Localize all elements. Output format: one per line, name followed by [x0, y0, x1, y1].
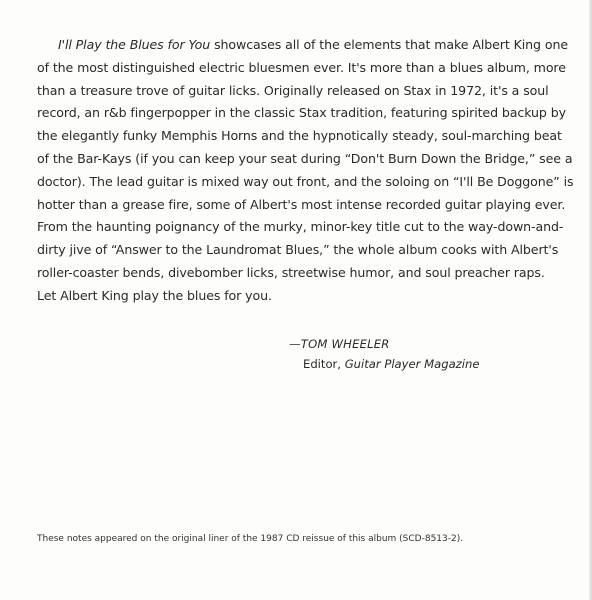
- notes-line-6: of the Bar-Kays (if you can keep your seat during “Don't Burn Down the Bridge,” see a: [37, 150, 573, 166]
- notes-line-4: record, an r&b fingerpopper in the classic Stax tradition, featuring spirited backup by: [37, 105, 566, 121]
- notes-line-2: of the most distinguished electric bluesmen ever. It's more than a blues album, more: [37, 59, 566, 75]
- author-name: —TOM WHEELER: [289, 337, 390, 351]
- notes-line-12: Let Albert King play the blues for you.: [37, 287, 272, 303]
- notes-line-1: [37, 34, 572, 57]
- notes-line-3: than a treasure trove of guitar licks. Originally released on Stax in 1972, it's a soul: [37, 82, 549, 98]
- publication-name: Guitar Player Magazine: [344, 357, 480, 371]
- notes-line-5: the elegantly funky Memphis Horns and the hypnotically steady, soul-marching beat: [37, 128, 562, 144]
- liner-notes-body: [37, 34, 572, 308]
- footnote: These notes appeared on the original liner of the 1987 CD reissue of this album (SCD-8513-2).: [37, 534, 464, 544]
- notes-line-8: hotter than a grease fire, some of Albert's most intense recorded guitar playing ever.: [37, 196, 566, 212]
- author-role-prefix: Editor,: [303, 357, 345, 371]
- signature-block: [289, 334, 479, 374]
- notes-line-9: From the haunting poignancy of the murky, minor-key title cut to the way-down-and-: [37, 219, 564, 235]
- notes-line-11: roller-coaster bends, divebomber licks, streetwise humor, and soul preacher raps.: [37, 264, 545, 280]
- album-title: I'll Play the Blues for You: [58, 37, 211, 52]
- notes-line-10: dirty jive of “Answer to the Laundromat Blues,” the whole album cooks with Albert's: [37, 242, 559, 258]
- notes-line-1-rest: showcases all of the elements that make Albert King one: [210, 37, 568, 52]
- notes-line-7: doctor). The lead guitar is mixed way out front, and the soloing on “I'll Be Doggone” is: [37, 173, 574, 189]
- author-role: [289, 354, 479, 374]
